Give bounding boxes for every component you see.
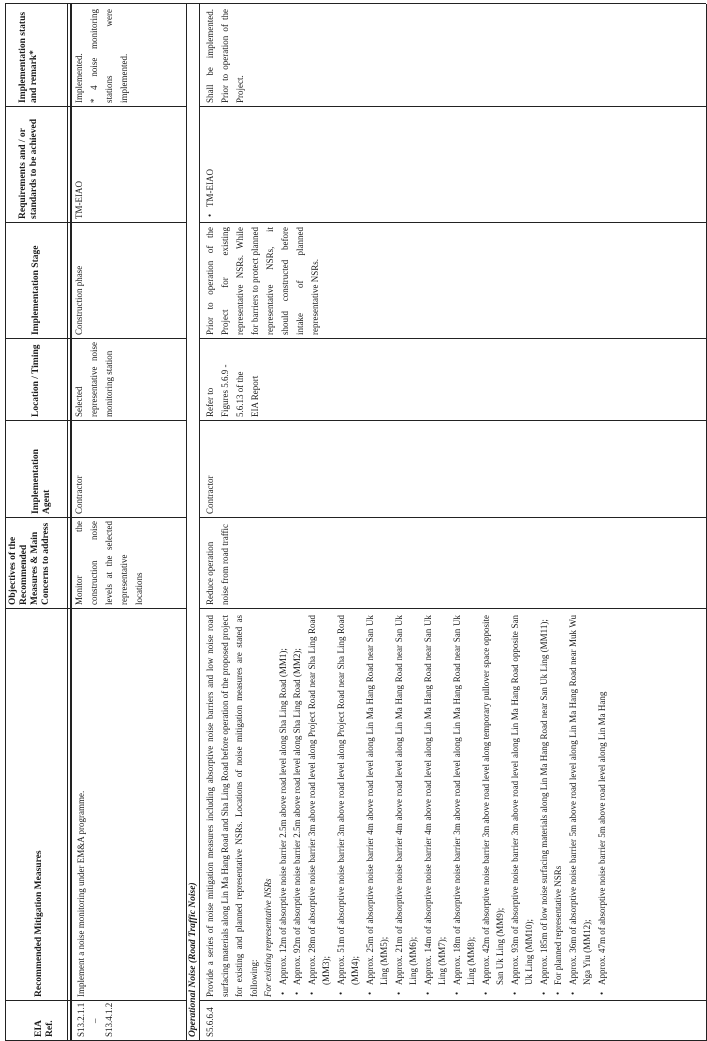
header-eia-ref: EIA Ref. (34, 1020, 55, 1037)
row2-intro: Provide a series of noise mitigation measures including absorptive noise barriers and low noise road surfacing materials along Lin Ma Hang Road and Sha Ling Road before operation of the proposed project for existing and planned representative NSRs. Locations of noise mitigation measures are stated as following: (205, 615, 259, 997)
row1-bottom-border (186, 4, 187, 1041)
row2-objective: Reduce operation noise from road traffic (205, 523, 230, 605)
row1-status (72, 9, 132, 103)
row2-measure (203, 615, 706, 997)
row2-existing-list (276, 615, 552, 997)
col-border-2 (5, 608, 187, 609)
row2-agent: Contractor (205, 475, 215, 514)
section-title: Operational Noise (Road Traffic Noise) (188, 882, 198, 1037)
row1-location: Selected representative noise monitoring station (74, 342, 114, 417)
list-item: • TM-EIAO (203, 111, 218, 219)
col-border-8 (5, 3, 706, 4)
col-border-1b (199, 1000, 706, 1001)
row2-stage: Prior to operation of the Project for existing representative NSRs. While for barriers to protect planned representative NSRs, it should constructed before intake of planned representative NSRs. (205, 227, 320, 335)
col-border-7 (5, 106, 187, 107)
list-item: • Approx. 21m of absorptive noise barrier 4m above road level along Lin Ma Hang Road near San Uk Ling (MM6); (392, 615, 421, 997)
row1-ref-a: S13.2.1.1 (76, 1003, 86, 1037)
list-item: • Approx. 28m of absorptive noise barrier 3m above road level along Project Road near Sha Ling Road (MM3); (305, 615, 334, 997)
col-border-5b (199, 338, 706, 339)
header-bottom-border (67, 4, 68, 1041)
col-border-5 (5, 338, 187, 339)
list-item: • Approx. 185m of low noise surfacing materials along Lin Ma Hang Road near San Uk Ling (MM11); (537, 615, 552, 997)
row1-objective: Monitor the construction noise levels at the selected representative locations (74, 521, 144, 605)
list-item: • Approx. 25m of absorptive noise barrier 4m above road level along Lin Ma Hang Road near San Uk Ling (MM5); (363, 615, 392, 997)
col-border-3b (199, 517, 706, 518)
header-stage: Implementation Stage (31, 245, 41, 335)
row2-status: Shall be implemented. Prior to operation of the Project. (205, 9, 245, 103)
row1-stage: Construction phase (74, 265, 84, 335)
list-item: • Approx. 36m of absorptive noise barrier 5m above road level along Lin Ma Hang Road near Muk Wu Nga Yiu (MM12); (566, 615, 595, 997)
row2-planned-heading: • For planned representative NSRs (551, 615, 566, 997)
list-item: • Approx. 47m of absorptive noise barrier 5m above road level along Lin Ma Hang (595, 615, 610, 997)
list-item: • Approx. 12m of absorptive noise barrier 2.5m above road level along Sha Ling Road (MM1); (276, 615, 291, 997)
row1-measure: Implement a noise monitoring under EM&A programme. (76, 790, 86, 997)
row1-requirement: TM-EIAO (74, 181, 84, 219)
header-measures: Recommended Mitigation Measures (34, 850, 44, 997)
table-top-border (5, 4, 6, 1041)
list-item: • Approx. 51m of absorptive noise barrier 3m above road level along Project Road near Sha Ling Road (MM4); (334, 615, 363, 997)
col-border-6b (199, 222, 706, 223)
header-status: Implementation status and remark* (18, 11, 39, 103)
col-border-4b (199, 420, 706, 421)
row1-agent: Contractor (74, 475, 84, 514)
col-border-1 (5, 1000, 187, 1001)
col-border-6 (5, 222, 187, 223)
header-requirements: Requirements and / or standards to be achieved (18, 118, 39, 219)
header-objectives: Objectives of the Recommended Measures & Main Concerns to address (8, 522, 51, 605)
section-bottom-border (199, 4, 200, 1041)
header-location: Location / Timing (31, 344, 41, 417)
list-item: • Approx. 93m of absorptive noise barrier 3m above road level along Lin Ma Hang Road opposite San Uk Ling (MM10); (508, 615, 537, 997)
row1-status-line2: * 4 noise monitoring stations were implemented. (89, 9, 129, 103)
header-agent: Implementation Agent (31, 449, 52, 514)
list-item: • Approx. 42m of absorptive noise barrier 3m above road level along temporary pullover space opposite San Uk Ling (MM9); (479, 615, 508, 997)
row2-existing-heading: For existing representative NSRs (263, 878, 273, 997)
col-border-2b (199, 608, 706, 609)
list-item: • Approx. 18m of absorptive noise barrier 3m above road level along Lin Ma Hang Road near San Uk Ling (MM8); (450, 615, 479, 997)
row1-ref-b: S13.4.1.2 (104, 1003, 114, 1037)
list-item: • Approx. 14m of absorptive noise barrier 4m above road level along Lin Ma Hang Road near San Uk Ling (MM7); (421, 615, 450, 997)
row2-location: Refer to Figures 5.6.9 - 5.6.13 of the EIA Report (205, 364, 260, 417)
list-item: • Approx. 92m of absorptive noise barrier 2.5m above road level along Sha Ling Road (MM2); (290, 615, 305, 997)
col-border-3 (5, 517, 187, 518)
col-border-7b (199, 106, 706, 107)
row1-eia-ref (74, 1003, 116, 1037)
row1-ref-dash: – (90, 1018, 100, 1023)
row2-planned-list (551, 615, 609, 997)
row1-status-line1: Implemented. (74, 53, 84, 103)
row2-requirement (203, 111, 218, 219)
col-border-4 (5, 420, 187, 421)
row2-eia-ref: S5.6.6.4 (205, 1007, 215, 1037)
